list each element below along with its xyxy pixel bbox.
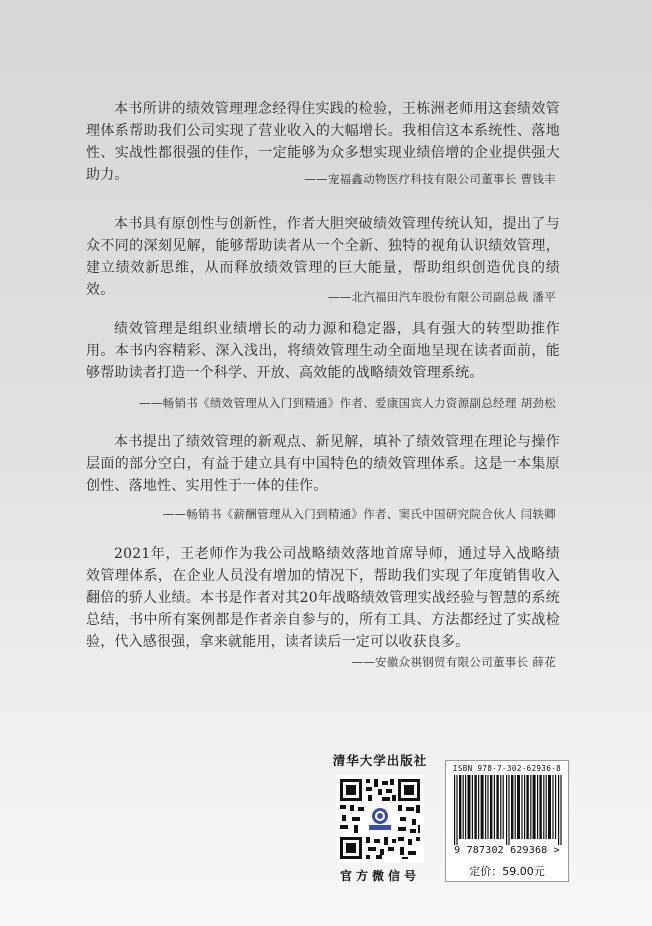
isbn-text: ISBN 978-7-302-62936-8 — [452, 764, 562, 773]
testimonial-text: 本书具有原创性与创新性，作者大胆突破绩效管理传统认知，提出了与众不同的深刻见解，能够帮助读者从一个全新、独特的视角认识绩效管理，建立绩效新思维，从而释放绩效管理的巨大能量，帮助组织创造优良的绩效。 — [86, 216, 560, 298]
qr-code — [336, 775, 424, 863]
testimonial-text: 本书提出了绩效管理的新观点、新见解，填补了绩效管理在理论与操作层面的部分空白，有益于建立具有中国特色的绩效管理体系。这是一本集原创性、落地性、实用性于一体的佳作。 — [86, 434, 560, 494]
testimonial-text: 本书所讲的绩效管理理念经得住实践的检验，王栋洲老师用这套绩效管理体系帮助我们公司实现了营业收入的大幅增长。我相信这本系统性、落地性、实战性都很强的佳作，一定能够为众多想实现业绩倍增的企业提供强大助力。 — [86, 101, 560, 183]
testimonial-text: 2021年，王老师作为我公司战略绩效落地首席导师，通过导入战略绩效管理体系，在企业人员没有增加的情况下，帮助我们实现了年度销售收入翻倍的骄人业绩。本书是作者对其20年战略绩效管理实战经验与智慧的系统总结，书中所有案例都是作者亲自参与的，所有工具、方法都经过了实战检验，代入感很强，拿来就能用，读者读后一定可以收获良多。 — [86, 546, 560, 650]
isbn-barcode — [445, 760, 569, 882]
testimonial-attribution: ——宠福鑫动物医疗科技有限公司董事长 曹钱丰 — [304, 172, 556, 186]
testimonial-attribution: ——畅销书《绩效管理从入门到精通》作者、爱康国宾人力资源副总经理 胡劲松 — [139, 396, 556, 410]
barcode-icon — [454, 775, 562, 845]
testimonial-5 — [86, 543, 560, 653]
testimonial-text: 绩效管理是组织业绩增长的动力源和稳定器，具有强大的转型助推作用。本书内容精彩、深入浅出，将绩效管理生动全面地呈现在读者面前，能够帮助读者打造一个科学、开放、高效能的战略绩效管理系统。 — [86, 321, 560, 381]
publisher-name: 清华大学出版社 — [332, 753, 428, 768]
qr-code-icon — [336, 775, 424, 863]
testimonial-4 — [86, 431, 560, 497]
qr-caption: 官方微信号 — [339, 869, 420, 883]
testimonial-attribution: ——北汽福田汽车股份有限公司副总裁 潘平 — [327, 290, 556, 304]
price-label: 定价：59.00元 — [469, 865, 545, 878]
testimonial-2 — [86, 213, 560, 301]
testimonial-attribution: ——畅销书《薪酬管理从入门到精通》作者、窦氏中国研究院合伙人 闫轶卿 — [162, 507, 556, 521]
testimonial-attribution: ——安徽众祺钢贸有限公司董事长 薛花 — [351, 655, 556, 669]
testimonial-3 — [86, 318, 560, 384]
barcode-number: 9 787302 629368 > — [454, 845, 560, 856]
